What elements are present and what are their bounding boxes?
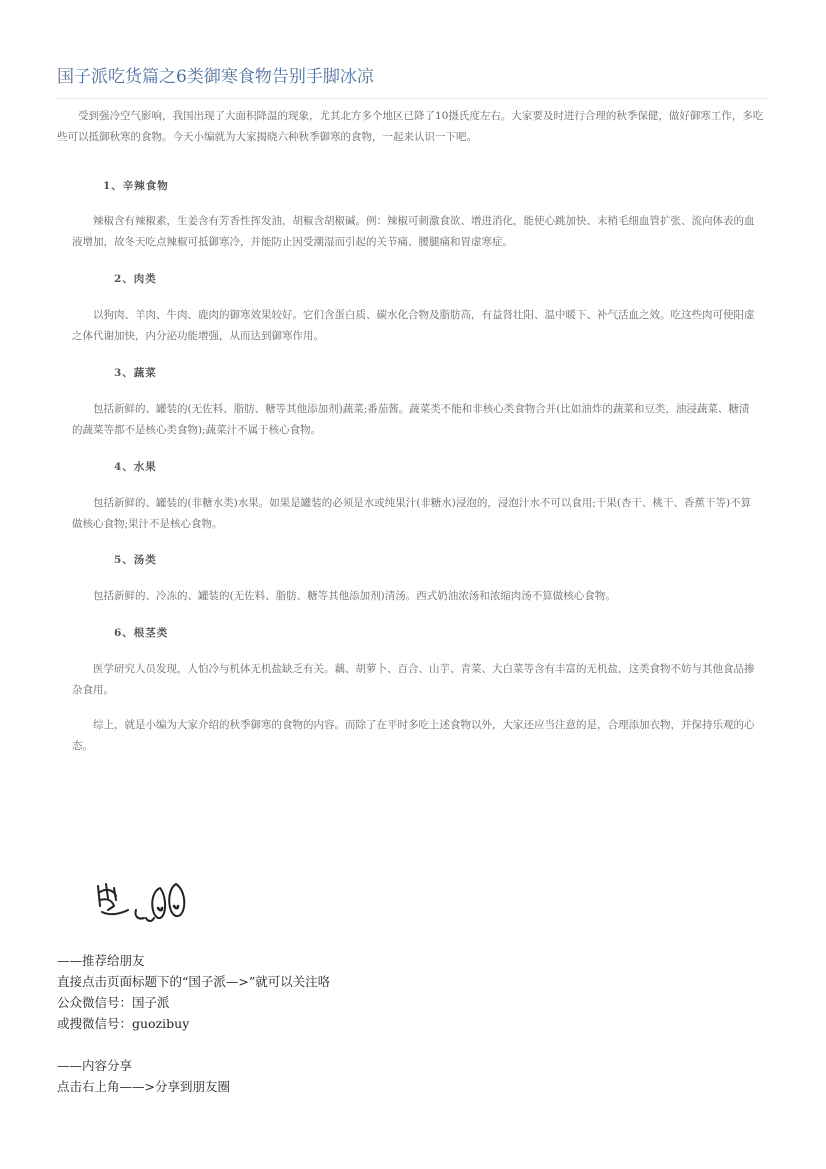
conclusion-paragraph: 综上，就是小编为大家介绍的秋季御寒的食物的内容。而除了在平时多吃上述食物以外，大家还应当注意的是，合理添加衣物，并保持乐观的心态。 [72,719,755,752]
section-body-3: 包括新鲜的、罐装的(无佐料、脂肪、糖等其他添加剂)蔬菜;番茄酱。蔬菜类不能和非核心类食物合并(比如油炸的蔬菜和豆类，油浸蔬菜、糖渍的蔬菜等都不是核心类食物);蔬菜汁不属于核心食物。 [72,403,750,436]
signature-doodle [92,878,202,928]
share-hint: 点击右上角——>分享到朋友圈 [57,1079,230,1094]
share-header: ——内容分享 [57,1058,133,1073]
search-id: 或搜微信号：guozibuy [57,1016,190,1031]
section-heading-4: 4、水果 [114,461,157,473]
title-divider [57,98,769,99]
recommend-label: ——推荐给朋友 [57,953,145,968]
click-hint: 直接点击页面标题下的“国子派—>”就可以关注咯 [57,974,331,989]
wechat-account: 公众微信号：国子派 [57,995,170,1010]
article-title: 国子派吃货篇之6类御寒食物告别手脚冰凉 [57,67,374,87]
section-heading-5: 5、汤类 [114,554,157,566]
intro-paragraph: 受到强冷空气影响，我国出现了大面积降温的现象，尤其北方多个地区已降了10摄氏度左右。大家要及时进行合理的秋季保健，做好御寒工作，多吃些可以抵御秋寒的食物。今天小编就为大家揭晓六种秋季御寒的食物，一起来认识一下吧。 [57,110,764,143]
section-body-4: 包括新鲜的、罐装的(非糖水类)水果。如果是罐装的必须是水或纯果汁(非糖水)浸泡的，浸泡汁水不可以食用;干果(杏干、桃干、香蕉干等)不算做核心食物;果汁不是核心食物。 [72,497,752,530]
section-body-5: 包括新鲜的、冷冻的、罐装的(无佐料、脂肪、糖等其他添加剂)清汤。西式奶油浓汤和浓缩肉汤不算做核心食物。 [93,590,616,602]
section-body-2: 以狗肉、羊肉、牛肉、鹿肉的御寒效果较好。它们含蛋白质、碳水化合物及脂肪高，有益肾壮阳、温中暖下、补气活血之效。吃这些肉可使阳虚之体代谢加快，内分泌功能增强，从而达到御寒作用。 [72,309,755,342]
section-heading-3: 3、蔬菜 [114,367,157,379]
section-heading-1: 1、辛辣食物 [103,180,169,192]
section-heading-6: 6、根茎类 [114,627,169,639]
section-heading-2: 2、肉类 [114,273,157,285]
section-body-1: 辣椒含有辣椒素，生姜含有芳香性挥发油，胡椒含胡椒碱。例：辣椒可刺激食欲、增进消化，能使心跳加快、末梢毛细血管扩张、流向体表的血液增加，故冬天吃点辣椒可抵御寒冷，并能防止因受潮湿而引起的关节痛、腰腿痛和胃虚寒症。 [72,215,755,248]
section-body-6: 医学研究人员发现，人怕冷与机体无机盐缺乏有关。藕、胡萝卜、百合、山芋、青菜、大白菜等含有丰富的无机盐，这类食物不妨与其他食品掺杂食用。 [72,663,755,696]
